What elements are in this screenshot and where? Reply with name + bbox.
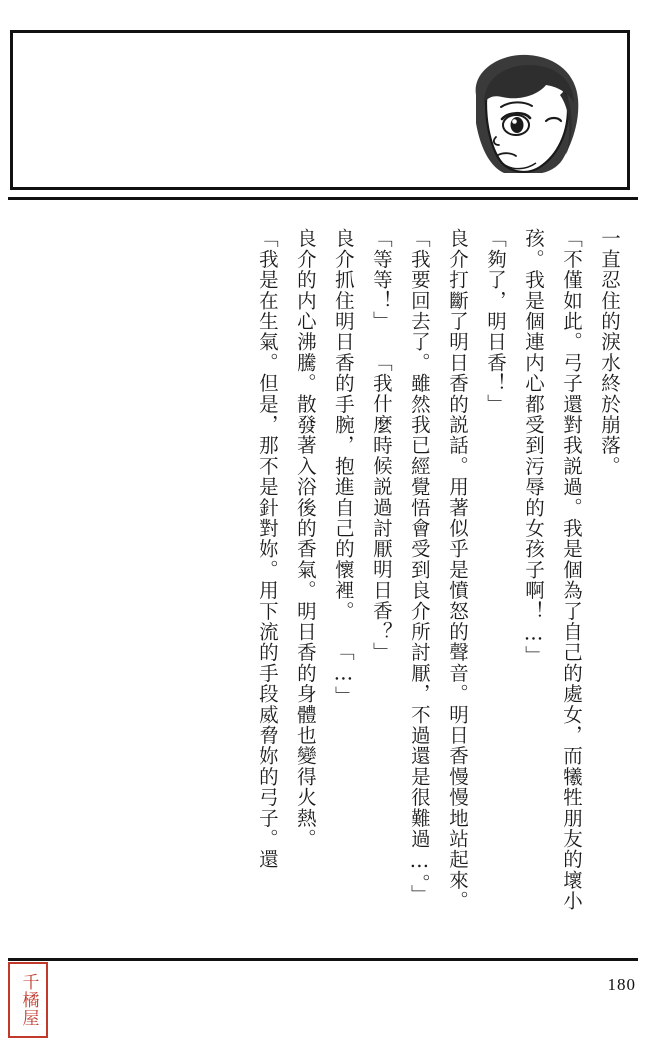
paragraph: 「我什麼時候説過討厭明日香？」: [369, 351, 393, 662]
publisher-seal: 千橘屋: [8, 962, 48, 1038]
page-number: 180: [607, 975, 636, 994]
page-text-body: [28, 208, 628, 948]
paragraph: 良介打斷了明日香的説話。用著似乎是憤怒的聲音。明日香慢慢地站起來。: [445, 228, 469, 912]
paragraph: 良介抓住明日香的手腕，抱進自己的懷裡。: [331, 228, 355, 622]
paragraph: 一直忍住的淚水終於崩落。: [598, 228, 621, 477]
bottom-divider-rule: [8, 958, 638, 961]
paragraph: 「等等！」: [369, 228, 393, 332]
manga-face-icon: [442, 51, 592, 179]
paragraph: 良介的内心沸騰。散發著入浴後的香氣。明日香的身體也變得火熱。: [293, 228, 317, 849]
paragraph: 「我是在生氣。但是，那不是針對妳。用下流的手段威脅妳的弓子。還: [255, 228, 279, 870]
paragraph: 「…」: [331, 641, 355, 707]
paragraph: 「夠了，明日香！」: [483, 228, 507, 415]
illustration-panel: [10, 30, 630, 190]
paragraph: 「不僅如此。弓子還對我説過。我是個為了自己的處女，而犧牲朋友的壞小孩。我是個連内心都受到污辱的女孩子啊！…」: [521, 228, 583, 912]
paragraph: 「我要回去了。雖然我已經覺悟會受到良介所討厭，不過還是很難過…。」: [407, 228, 431, 905]
top-divider-rule: [8, 197, 638, 200]
